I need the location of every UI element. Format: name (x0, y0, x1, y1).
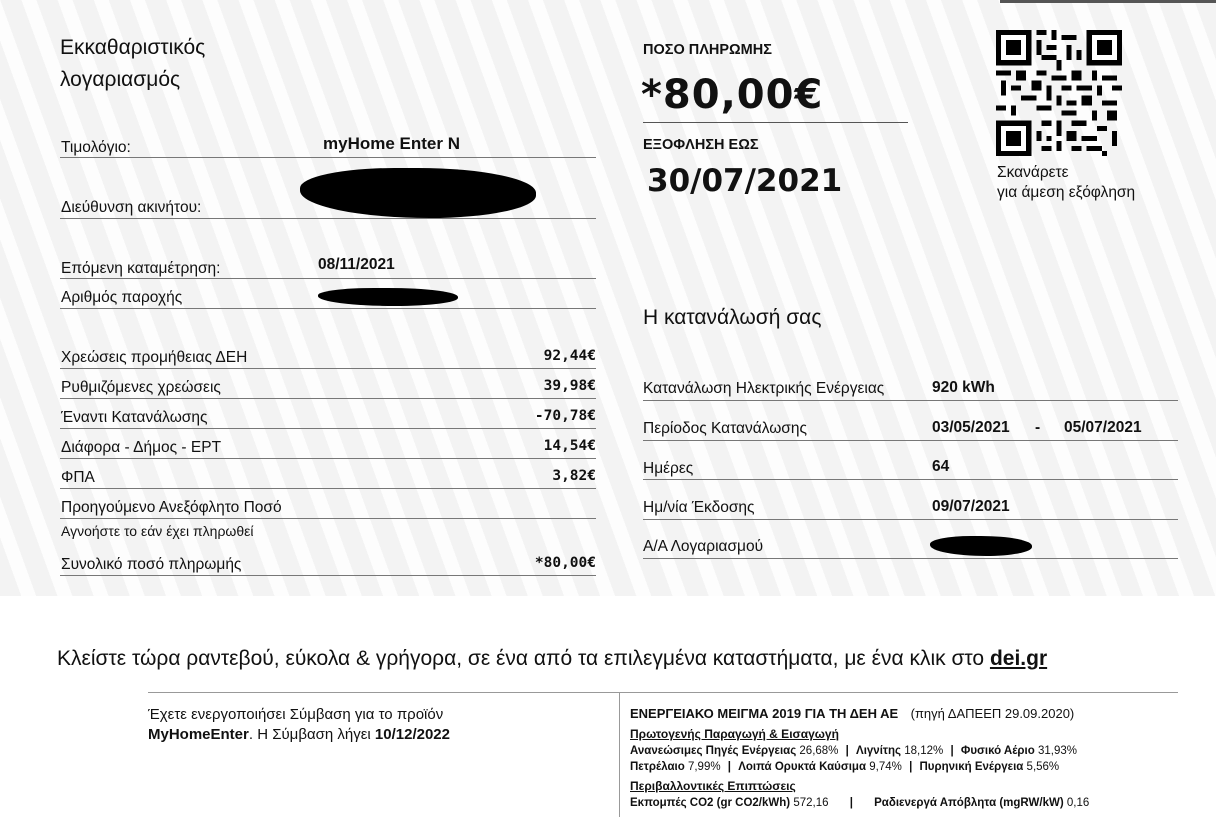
divider (60, 428, 596, 429)
charge-label: Διάφορα - Δήμος - ΕΡΤ (61, 439, 222, 456)
due-date-label: ΕΞΟΦΛΗΣΗ ΕΩΣ (643, 137, 759, 153)
energy-mix-row1 (630, 745, 1077, 757)
mix-separator: | (950, 745, 954, 757)
period-separator: - (1035, 419, 1041, 436)
payment-qr-code[interactable] (996, 30, 1122, 156)
divider (60, 488, 596, 489)
total-label: Συνολικό ποσό πληρωμής (61, 556, 242, 573)
energy-value: 920 kWh (932, 379, 995, 396)
energy-mix-source: (πηγή ΔΑΠΕΕΠ 29.09.2020) (910, 706, 1075, 721)
charge-amount: 39,98€ (543, 378, 596, 394)
primary-production-heading: Πρωτογενής Παραγωγή & Εισαγωγή (630, 727, 839, 741)
env-item-value: 572,16 (793, 797, 829, 809)
days-value: 64 (932, 458, 950, 475)
mix-item-label: Πυρηνική Ενέργεια (919, 761, 1024, 773)
divider (60, 518, 596, 519)
contract-line2 (148, 726, 450, 743)
bill-title-line1: Εκκαθαριστικός (60, 36, 206, 59)
charge-amount: -70,78€ (534, 408, 596, 424)
charge-label: Χρεώσεις προμήθειας ΔΕΗ (61, 349, 248, 366)
mix-item-value: 18,12% (904, 745, 944, 757)
tariff-value: myHome Enter N (323, 134, 460, 153)
environmental-impact-heading: Περιβαλλοντικές Επιπτώσεις (630, 779, 796, 793)
mix-item-value: 7,99% (687, 761, 721, 773)
energy-mix-row2 (630, 761, 1059, 773)
booking-promo-text: Κλείστε τώρα ραντεβού, εύκολα & γρήγορα, σε ένα από τα επιλεγμένα καταστήματα, με ένα κλικ στο (57, 647, 985, 670)
mix-item-value: 26,68% (799, 745, 839, 757)
divider (643, 519, 1178, 520)
charge-amount: 14,54€ (543, 438, 596, 454)
mix-item-value: 5,56% (1026, 761, 1060, 773)
charge-label: Έναντι Κατανάλωσης (61, 409, 208, 426)
previous-unpaid-label: Προηγούμενο Ανεξόφλητο Ποσό (61, 499, 282, 516)
contract-product: MyHomeEnter (148, 726, 249, 743)
period-label: Περίοδος Κατανάλωσης (643, 420, 807, 437)
days-label: Ημέρες (643, 460, 694, 477)
charge-amount: 92,44€ (543, 348, 596, 364)
mix-separator: | (849, 797, 853, 809)
divider (60, 368, 596, 369)
amount-due-value: *80,00€ (641, 72, 824, 118)
contract-line1: Έχετε ενεργοποιήσει Σύμβαση για το προϊόν (148, 706, 444, 723)
env-item-label: Εκπομπές CO2 (gr CO2/kWh) (630, 797, 791, 809)
mix-item-label: Λιγνίτης (856, 745, 902, 757)
supply-number-label: Αριθμός παροχής (61, 289, 183, 306)
divider (148, 692, 1178, 693)
mix-item-value: 31,93% (1037, 745, 1077, 757)
energy-mix-header (630, 705, 1074, 723)
mix-item-label: Πετρέλαιο (630, 761, 685, 773)
contract-expiry-date: 10/12/2022 (374, 726, 450, 743)
amount-due-label: ΠΟΣΟ ΠΛΗΡΩΜΗΣ (643, 42, 772, 58)
mix-item-value: 9,74% (869, 761, 902, 773)
window-edge (1000, 0, 1216, 3)
previous-unpaid-note: Αγνοήστε το εάν έχει πληρωθεί (61, 523, 254, 539)
contract-expiry-text: . Η Σύμβαση λήγει (248, 726, 371, 743)
next-reading-label: Επόμενη καταμέτρηση: (61, 260, 221, 277)
divider (60, 157, 596, 158)
divider (643, 440, 1178, 441)
divider (643, 558, 1178, 559)
period-to: 05/07/2021 (1064, 419, 1142, 436)
mix-item-label: Φυσικό Αέριο (960, 745, 1035, 757)
divider (60, 308, 596, 309)
energy-mix-title: ΕΝΕΡΓΕΙΑΚΟ ΜΕΙΓΜΑ 2019 ΓΙΑ ΤΗ ΔΕΗ ΑΕ (630, 706, 899, 721)
env-item-value: 0,16 (1066, 797, 1090, 809)
mix-separator: | (909, 761, 913, 773)
env-item-label: Ραδιενεργά Απόβλητα (mgRW/kW) (874, 797, 1064, 809)
energy-mix-env-row (630, 797, 1089, 809)
divider (60, 575, 596, 576)
divider (643, 400, 1178, 401)
charge-label: ΦΠΑ (61, 469, 95, 486)
energy-label: Κατανάλωση Ηλεκτρικής Ενέργειας (643, 380, 885, 397)
divider (60, 218, 596, 219)
qr-caption-line2: για άμεση εξόφληση (997, 184, 1136, 201)
next-reading-value: 08/11/2021 (318, 256, 395, 273)
total-amount: *80,00€ (534, 555, 596, 571)
due-date-value: 30/07/2021 (647, 163, 843, 199)
booking-promo (57, 647, 1047, 671)
mix-item-label: Λοιπά Ορυκτά Καύσιμα (738, 761, 867, 773)
address-label: Διεύθυνση ακινήτου: (61, 199, 202, 216)
qr-caption-line1: Σκανάρετε (997, 164, 1069, 181)
divider (60, 458, 596, 459)
mix-item-label: Ανανεώσιμες Πηγές Ενέργειας (630, 745, 797, 757)
consumption-heading: Η κατανάλωσή σας (643, 306, 822, 329)
charge-label: Ρυθμιζόμενες χρεώσεις (61, 379, 221, 396)
dei-link[interactable]: dei.gr (989, 647, 1048, 670)
divider (643, 122, 908, 123)
tariff-label: Τιμολόγιο: (61, 139, 131, 156)
issue-date-value: 09/07/2021 (932, 498, 1010, 515)
bill-title-line2: λογαριασμός (60, 68, 181, 91)
charge-amount: 3,82€ (552, 468, 596, 484)
vertical-divider (619, 692, 620, 817)
issue-date-label: Ημ/νία Έκδοσης (643, 499, 755, 516)
mix-separator: | (727, 761, 731, 773)
divider (643, 479, 1178, 480)
divider (60, 278, 596, 279)
period-from: 03/05/2021 (932, 419, 1010, 436)
account-number-label: Α/Α Λογαριασμού (643, 538, 764, 555)
mix-separator: | (845, 745, 849, 757)
divider (60, 398, 596, 399)
